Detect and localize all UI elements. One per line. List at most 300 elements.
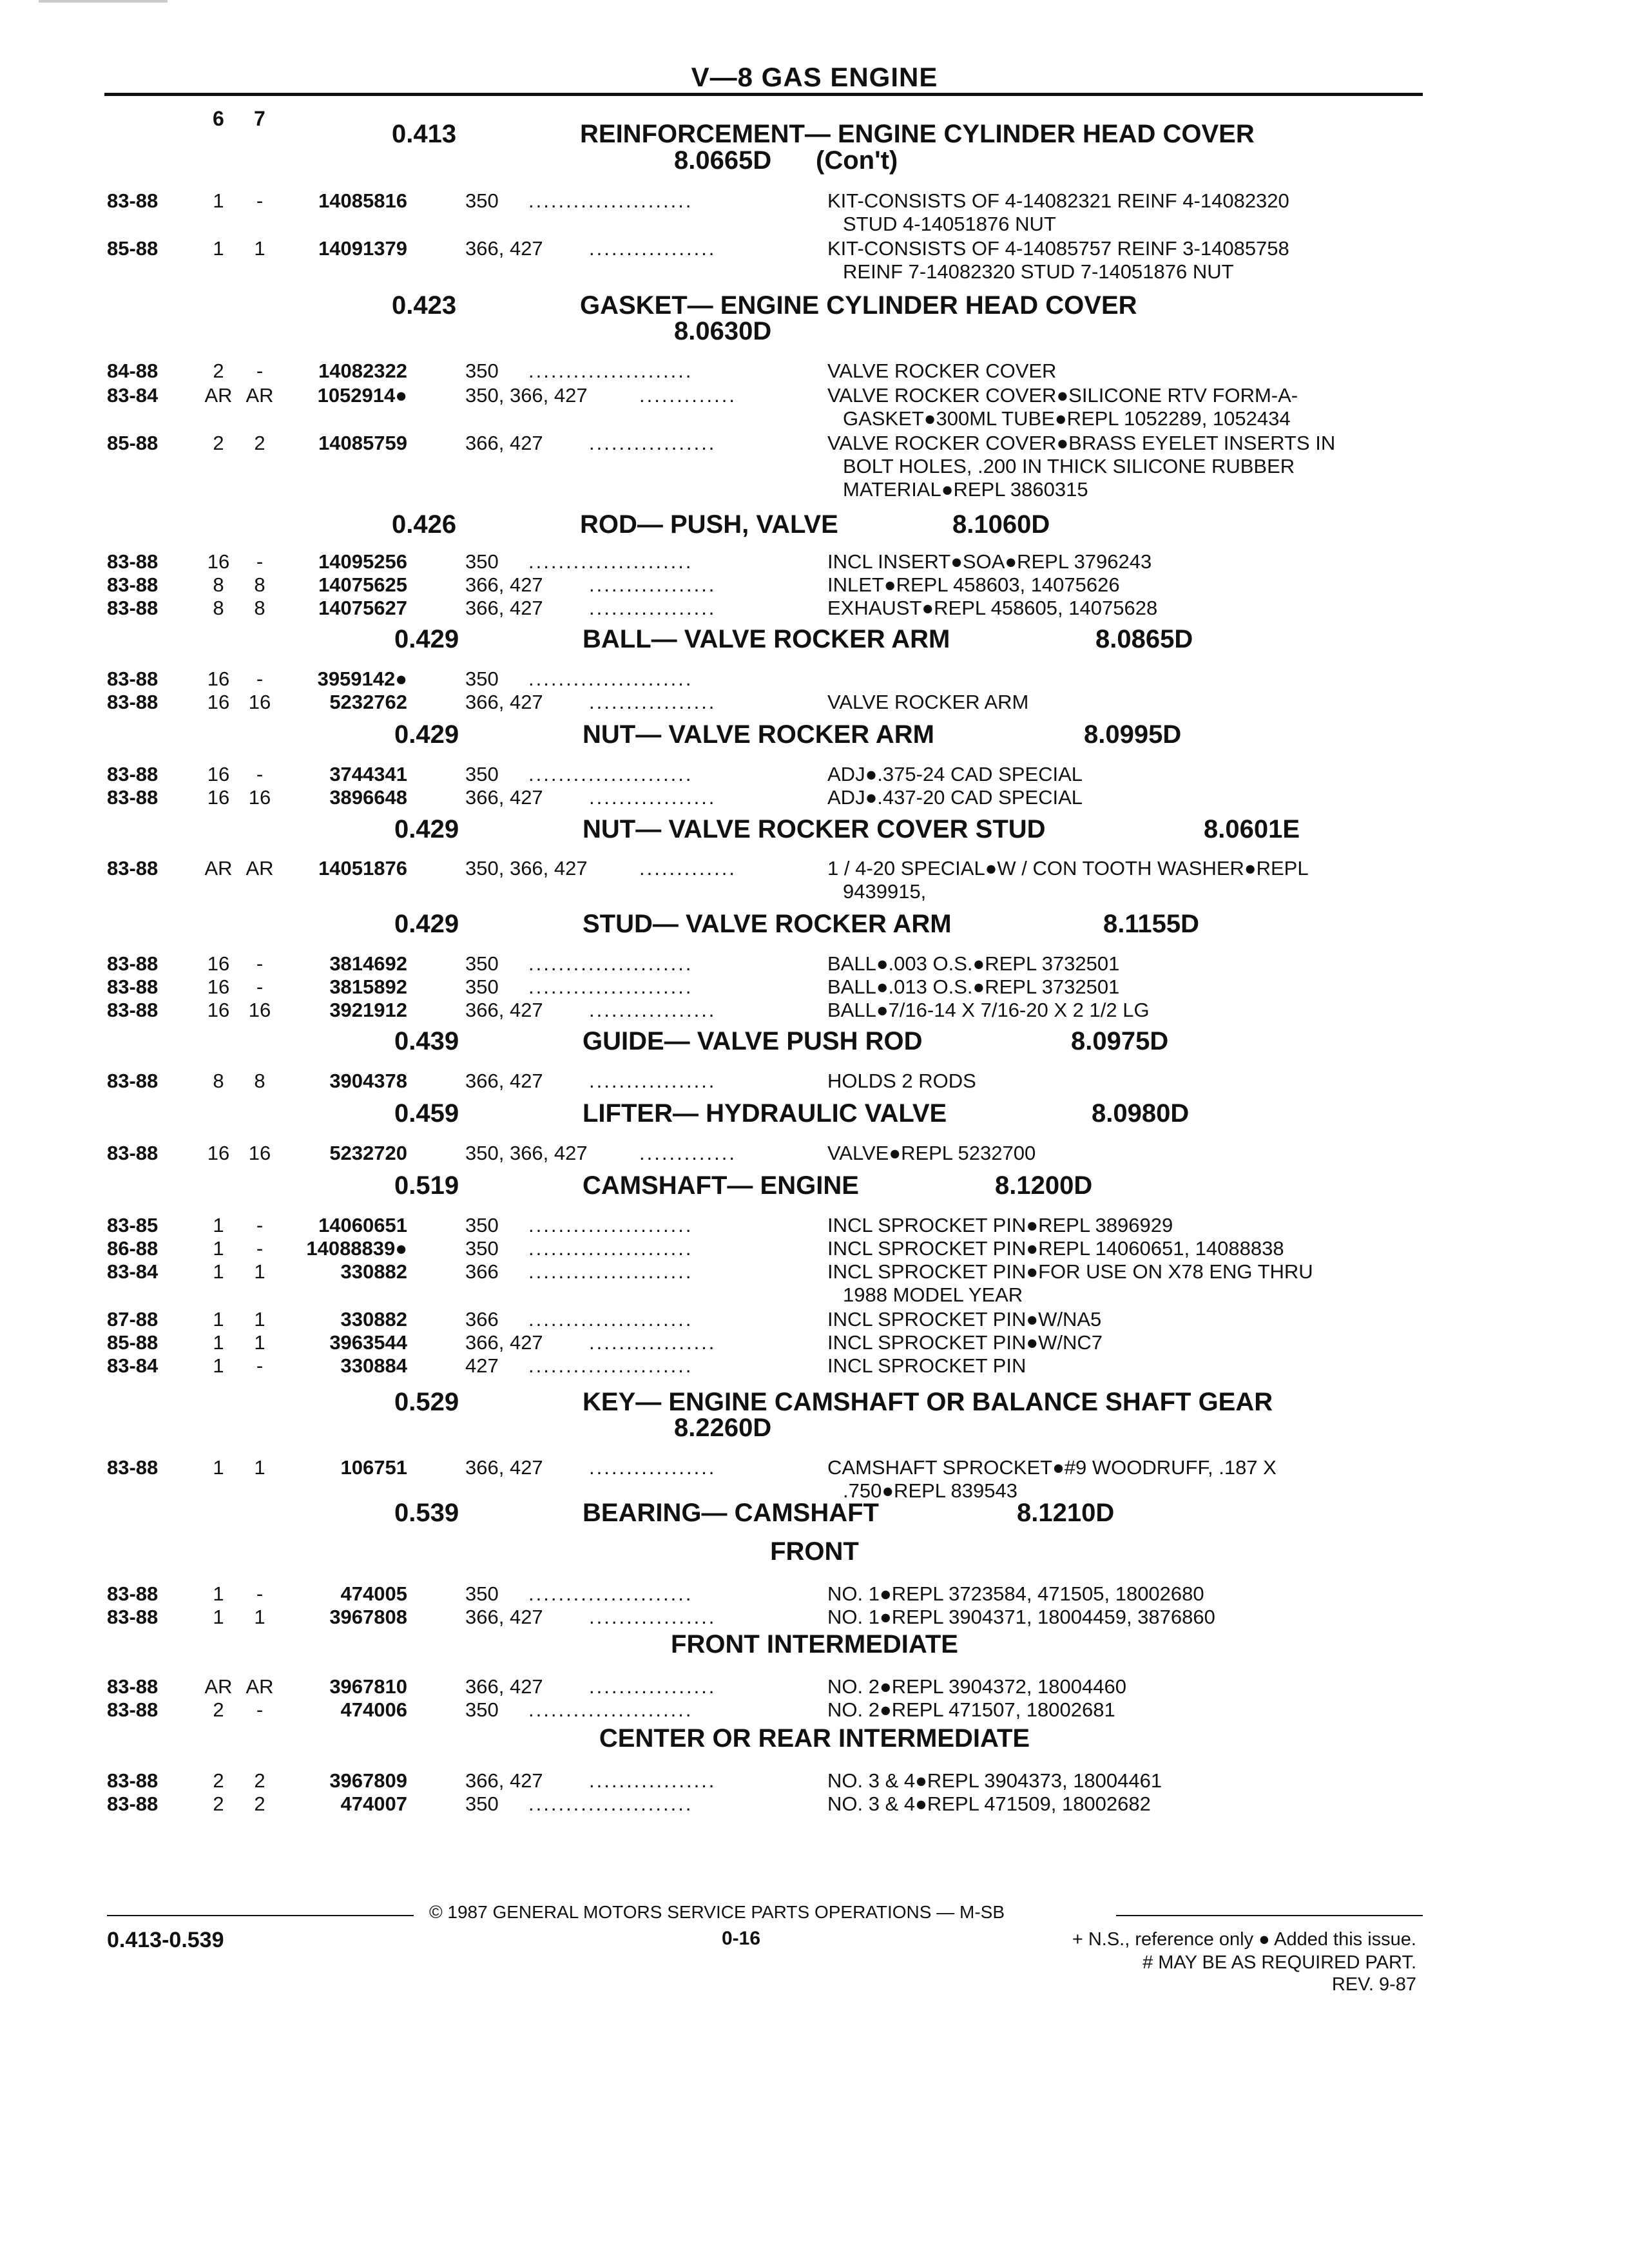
part-number: 474005 [340, 1582, 407, 1605]
qty-col-7: 1 [254, 237, 265, 260]
engine-sizes: 366, 427 [465, 786, 543, 809]
leader-dots: ................. [589, 1456, 717, 1479]
section-code: 8.1060D [952, 510, 1050, 539]
qty-col-6: 2 [213, 1792, 224, 1815]
leader-dots: ...................... [528, 1354, 693, 1377]
part-description: NO. 2●REPL 471507, 18002681 [827, 1698, 1115, 1721]
section-code: 8.1200D [995, 1171, 1093, 1200]
leader-dots: ................. [589, 786, 717, 809]
qty-col-7: - [256, 1582, 264, 1605]
part-row-continued [0, 455, 1629, 479]
qty-col-7: 2 [254, 432, 265, 454]
part-row [0, 975, 1629, 1000]
model-years: 83-88 [107, 999, 159, 1021]
section-number: 0.426 [392, 510, 457, 539]
part-row-continued [0, 1479, 1629, 1504]
model-years: 83-88 [107, 1582, 159, 1605]
part-description: VALVE ROCKER COVER●SILICONE RTV FORM-A- [827, 384, 1298, 407]
leader-dots: ................. [589, 237, 717, 260]
section-code: 8.0630D [674, 317, 772, 345]
qty-col-7: - [256, 975, 264, 998]
section-number: 0.429 [394, 720, 459, 749]
engine-sizes: 350 [465, 360, 499, 382]
qty-col-7: 2 [254, 1769, 265, 1792]
section-code: 8.2260D [674, 1414, 772, 1442]
part-description: INCL SPROCKET PIN●W/NA5 [827, 1308, 1102, 1331]
qty-col-6: 8 [213, 573, 224, 596]
leader-dots: ................. [589, 432, 717, 454]
model-years: 83-84 [107, 1354, 159, 1377]
qty-col-6: 16 [207, 952, 230, 975]
part-row [0, 668, 1629, 692]
part-row [0, 432, 1629, 456]
qty-col-6: 2 [213, 1769, 224, 1792]
qty-col-6: AR [204, 384, 233, 407]
section-number: 0.429 [394, 625, 459, 653]
qty-col-6: 1 [213, 1606, 224, 1628]
leader-dots: ...................... [528, 1792, 693, 1815]
part-description-continued: GASKET●300ML TUBE●REPL 1052289, 1052434 [843, 407, 1291, 430]
part-description: VALVE ROCKER COVER [827, 360, 1057, 382]
qty-col-6: 1 [213, 1456, 224, 1479]
leader-dots: ............. [639, 857, 737, 879]
model-years: 83-88 [107, 786, 159, 809]
part-number: 330882 [340, 1260, 407, 1283]
model-years: 83-88 [107, 1769, 159, 1792]
part-row [0, 1260, 1629, 1285]
section-number: 0.519 [394, 1171, 459, 1200]
part-row [0, 573, 1629, 598]
section-number: 0.539 [394, 1499, 459, 1527]
engine-sizes: 366, 427 [465, 597, 543, 619]
leader-dots: ...................... [528, 360, 693, 382]
engine-sizes: 350 [465, 952, 499, 975]
leader-dots: ................. [589, 1070, 717, 1092]
qty-col-6: 16 [207, 763, 230, 785]
model-years: 84-88 [107, 360, 159, 382]
part-description-continued: BOLT HOLES, .200 IN THICK SILICONE RUBBER [843, 455, 1295, 477]
part-number: 14075627 [318, 597, 407, 619]
qty-col-7: AR [246, 384, 274, 407]
qty-col-7: AR [246, 1675, 274, 1698]
part-description-continued: MATERIAL●REPL 3860315 [843, 478, 1088, 501]
model-years: 83-88 [107, 1698, 159, 1721]
qty-col-6: 16 [207, 999, 230, 1021]
model-years: 87-88 [107, 1308, 159, 1331]
model-years: 83-88 [107, 1675, 159, 1698]
engine-sizes: 366, 427 [465, 1675, 543, 1698]
engine-sizes: 366, 427 [465, 1606, 543, 1628]
part-description-continued: 9439915, [843, 880, 927, 903]
part-number: 3921912 [329, 999, 407, 1021]
part-description: ADJ●.375-24 CAD SPECIAL [827, 763, 1083, 785]
model-years: 83-88 [107, 1142, 159, 1164]
leader-dots: ...................... [528, 763, 693, 785]
footer-revision: REV. 9-87 [1331, 1974, 1416, 1995]
qty-col-6: 1 [213, 1354, 224, 1377]
section-number: 0.529 [394, 1388, 459, 1416]
leader-dots: ................. [589, 573, 717, 596]
part-number: 3904378 [329, 1070, 407, 1092]
part-row [0, 597, 1629, 621]
section-code: 8.1155D [1103, 910, 1200, 938]
leader-dots: ...................... [528, 189, 693, 212]
part-row [0, 786, 1629, 811]
model-years: 83-88 [107, 1792, 159, 1815]
part-number: 474006 [340, 1698, 407, 1721]
qty-col-7: 8 [254, 1070, 265, 1092]
model-years: 83-88 [107, 952, 159, 975]
qty-col-6: 1 [213, 1260, 224, 1283]
part-row [0, 1792, 1629, 1817]
qty-col-7: - [256, 1214, 264, 1236]
part-description: INLET●REPL 458603, 14075626 [827, 573, 1120, 596]
qty-col-6: 16 [207, 550, 230, 573]
leader-dots: ............. [639, 384, 737, 407]
footer-note-required: # MAY BE AS REQUIRED PART. [1142, 1952, 1416, 1973]
part-row [0, 1456, 1629, 1481]
qty-col-7: - [256, 763, 264, 785]
qty-col-7: - [256, 360, 264, 382]
qty-col-6: 8 [213, 597, 224, 619]
footer-rule-right [1116, 1915, 1423, 1916]
part-row [0, 857, 1629, 881]
qty-col-7: 1 [254, 1308, 265, 1331]
header-rule [104, 93, 1423, 96]
section-code: 8.0995D [1084, 720, 1182, 749]
section-number: 0.439 [394, 1027, 459, 1055]
qty-col-6: 8 [213, 1070, 224, 1092]
part-number: 3815892 [329, 975, 407, 998]
leader-dots: ...................... [528, 668, 693, 690]
section-number: 0.429 [394, 815, 459, 843]
model-years: 86-88 [107, 1237, 159, 1260]
part-number: 14091379 [318, 237, 407, 260]
part-number: 1052914● [317, 384, 407, 407]
leader-dots: ................. [589, 691, 717, 713]
part-row [0, 999, 1629, 1023]
leader-dots: ................. [589, 1675, 717, 1698]
qty-col-7: 2 [254, 1792, 265, 1815]
part-number: 5232762 [329, 691, 407, 713]
part-description: INCL INSERT●SOA●REPL 3796243 [827, 550, 1152, 573]
engine-sizes: 366, 427 [465, 1331, 543, 1354]
qty-col-7: - [256, 189, 264, 212]
footer-copyright: © 1987 GENERAL MOTORS SERVICE PARTS OPERATIONS — M-SB [429, 1902, 1005, 1922]
qty-col-6: AR [204, 1675, 233, 1698]
section-title: ROD— PUSH, VALVE [580, 510, 838, 539]
model-years: 83-88 [107, 573, 159, 596]
qty-col-7: - [256, 1698, 264, 1721]
model-years: 83-84 [107, 384, 159, 407]
section-title: STUD— VALVE ROCKER ARM [583, 910, 952, 938]
model-years: 83-88 [107, 763, 159, 785]
part-row [0, 1582, 1629, 1607]
part-number: 14085759 [318, 432, 407, 454]
column-header-6: 6 [213, 107, 224, 130]
engine-sizes: 350 [465, 975, 499, 998]
part-number: 14088839● [306, 1237, 407, 1260]
subheading-front-intermediate: FRONT INTERMEDIATE [671, 1630, 958, 1658]
part-description: VALVE ROCKER ARM [827, 691, 1029, 713]
section-number: 0.423 [392, 291, 457, 320]
model-years: 85-88 [107, 432, 159, 454]
part-row [0, 1070, 1629, 1094]
qty-col-6: 1 [213, 1214, 224, 1236]
section-title: GUIDE— VALVE PUSH ROD [583, 1027, 923, 1055]
part-number: 330884 [340, 1354, 407, 1377]
footer-note-reference: + N.S., reference only ● Added this issue. [1072, 1929, 1416, 1950]
engine-sizes: 350 [465, 189, 499, 212]
part-number: 14060651 [318, 1214, 407, 1236]
model-years: 83-88 [107, 691, 159, 713]
part-number: 106751 [340, 1456, 407, 1479]
part-description-continued: REINF 7-14082320 STUD 7-14051876 NUT [843, 260, 1234, 283]
part-number: 3967808 [329, 1606, 407, 1628]
part-row [0, 550, 1629, 575]
part-row [0, 1675, 1629, 1700]
part-description: NO. 3 & 4●REPL 3904373, 18004461 [827, 1769, 1162, 1792]
qty-col-7: - [256, 668, 264, 690]
leader-dots: ...................... [528, 1308, 693, 1331]
part-description: INCL SPROCKET PIN [827, 1354, 1027, 1377]
part-description: VALVE ROCKER COVER●BRASS EYELET INSERTS IN [827, 432, 1336, 454]
part-number: 3959142● [317, 668, 407, 690]
part-description: BALL●.003 O.S.●REPL 3732501 [827, 952, 1120, 975]
part-row [0, 952, 1629, 977]
section-title: KEY— ENGINE CAMSHAFT OR BALANCE SHAFT GEAR [583, 1388, 1273, 1416]
qty-col-6: 2 [213, 432, 224, 454]
engine-sizes: 366, 427 [465, 691, 543, 713]
part-description: INCL SPROCKET PIN●W/NC7 [827, 1331, 1103, 1354]
model-years: 85-88 [107, 237, 159, 260]
part-number: 3967810 [329, 1675, 407, 1698]
part-row [0, 1606, 1629, 1630]
qty-col-6: 16 [207, 786, 230, 809]
part-number: 14082322 [318, 360, 407, 382]
part-row-continued [0, 213, 1629, 237]
part-row-continued [0, 1283, 1629, 1308]
part-row [0, 1698, 1629, 1723]
section-title: REINFORCEMENT— ENGINE CYLINDER HEAD COVER [580, 120, 1255, 148]
qty-col-7: 16 [248, 691, 271, 713]
footer-rule-left [107, 1915, 414, 1916]
engine-sizes: 350 [465, 1792, 499, 1815]
qty-col-6: 16 [207, 1142, 230, 1164]
qty-col-7: 8 [254, 573, 265, 596]
engine-sizes: 366, 427 [465, 432, 543, 454]
engine-sizes: 350 [465, 1698, 499, 1721]
qty-col-7: - [256, 1354, 264, 1377]
leader-dots: ...................... [528, 952, 693, 975]
part-number: 3896648 [329, 786, 407, 809]
leader-dots: ...................... [528, 1260, 693, 1283]
leader-dots: ...................... [528, 975, 693, 998]
part-description: NO. 3 & 4●REPL 471509, 18002682 [827, 1792, 1151, 1815]
part-description: NO. 2●REPL 3904372, 18004460 [827, 1675, 1126, 1698]
section-title: NUT— VALVE ROCKER ARM [583, 720, 934, 749]
model-years: 83-88 [107, 189, 159, 212]
section-title: NUT— VALVE ROCKER COVER STUD [583, 815, 1046, 843]
part-number: 3744341 [329, 763, 407, 785]
part-row [0, 1142, 1629, 1166]
part-row [0, 237, 1629, 262]
subheading-center-rear-intermediate: CENTER OR REAR INTERMEDIATE [599, 1724, 1030, 1753]
engine-sizes: 366, 427 [465, 999, 543, 1021]
engine-sizes: 350 [465, 668, 499, 690]
qty-col-6: 2 [213, 360, 224, 382]
part-description: BALL●7/16-14 X 7/16-20 X 2 1/2 LG [827, 999, 1150, 1021]
footer-page-number: 0-16 [722, 1928, 761, 1949]
leader-dots: ............. [639, 1142, 737, 1164]
part-description: KIT-CONSISTS OF 4-14082321 REINF 4-14082320 [827, 189, 1289, 212]
part-description: KIT-CONSISTS OF 4-14085757 REINF 3-14085758 [827, 237, 1289, 260]
model-years: 83-88 [107, 1070, 159, 1092]
leader-dots: ...................... [528, 1237, 693, 1260]
qty-col-6: 2 [213, 1698, 224, 1721]
leader-dots: ................. [589, 1769, 717, 1792]
leader-dots: ................. [589, 597, 717, 619]
part-number: 14075625 [318, 573, 407, 596]
leader-dots: ...................... [528, 1698, 693, 1721]
model-years: 83-85 [107, 1214, 159, 1236]
engine-sizes: 350 [465, 1582, 499, 1605]
part-row [0, 1769, 1629, 1794]
section-title: GASKET— ENGINE CYLINDER HEAD COVER [580, 291, 1137, 320]
part-description: HOLDS 2 RODS [827, 1070, 976, 1092]
section-code: 8.0975D [1071, 1027, 1169, 1055]
engine-sizes: 366, 427 [465, 237, 543, 260]
part-description: EXHAUST●REPL 458605, 14075628 [827, 597, 1158, 619]
section-code: 8.0980D [1092, 1099, 1190, 1128]
leader-dots: ...................... [528, 550, 693, 573]
leader-dots: ................. [589, 1331, 717, 1354]
qty-col-7: AR [246, 857, 274, 879]
engine-sizes: 366 [465, 1308, 499, 1331]
qty-col-6: 1 [213, 237, 224, 260]
part-row [0, 1214, 1629, 1238]
leader-dots: ...................... [528, 1214, 693, 1236]
qty-col-7: 1 [254, 1260, 265, 1283]
section-code: 8.1210D [1017, 1499, 1115, 1527]
qty-col-6: 1 [213, 1237, 224, 1260]
part-number: 3963544 [329, 1331, 407, 1354]
part-row [0, 1331, 1629, 1356]
part-number: 5232720 [329, 1142, 407, 1164]
subheading-front: FRONT [770, 1537, 859, 1566]
model-years: 83-84 [107, 1260, 159, 1283]
part-row-continued [0, 478, 1629, 503]
part-description: INCL SPROCKET PIN●REPL 3896929 [827, 1214, 1173, 1236]
section-code: 8.0601E [1204, 815, 1300, 843]
qty-col-6: 16 [207, 668, 230, 690]
qty-col-6: 1 [213, 1308, 224, 1331]
part-description-continued: 1988 MODEL YEAR [843, 1283, 1023, 1306]
model-years: 83-88 [107, 1606, 159, 1628]
qty-col-7: 16 [248, 1142, 271, 1164]
section-title: BALL— VALVE ROCKER ARM [583, 625, 950, 653]
section-title: LIFTER— HYDRAULIC VALVE [583, 1099, 947, 1128]
engine-sizes: 350 [465, 763, 499, 785]
part-row [0, 1354, 1629, 1379]
section-number: 0.459 [394, 1099, 459, 1128]
engine-sizes: 366, 427 [465, 1769, 543, 1792]
qty-col-6: 16 [207, 691, 230, 713]
part-row [0, 360, 1629, 384]
part-description-continued: STUD 4-14051876 NUT [843, 213, 1056, 235]
engine-sizes: 427 [465, 1354, 499, 1377]
part-description: BALL●.013 O.S.●REPL 3732501 [827, 975, 1120, 998]
part-description: VALVE●REPL 5232700 [827, 1142, 1036, 1164]
qty-col-7: 1 [254, 1331, 265, 1354]
qty-col-6: AR [204, 857, 233, 879]
section-title: BEARING— CAMSHAFT [583, 1499, 879, 1527]
qty-col-7: 1 [254, 1606, 265, 1628]
column-header-7: 7 [254, 107, 265, 130]
part-row-continued [0, 407, 1629, 432]
model-years: 83-88 [107, 597, 159, 619]
model-years: 83-88 [107, 1456, 159, 1479]
qty-col-6: 16 [207, 975, 230, 998]
leader-dots: ................. [589, 999, 717, 1021]
engine-sizes: 350 [465, 1214, 499, 1236]
model-years: 85-88 [107, 1331, 159, 1354]
part-row [0, 763, 1629, 787]
qty-col-7: - [256, 550, 264, 573]
leader-dots: ................. [589, 1606, 717, 1628]
section-code: 8.0865D [1095, 625, 1193, 653]
engine-sizes: 366 [465, 1260, 499, 1283]
part-number: 3814692 [329, 952, 407, 975]
section-continued: (Con't) [816, 146, 898, 175]
page-title: V—8 GAS ENGINE [691, 62, 938, 92]
part-row-continued [0, 880, 1629, 905]
part-description: INCL SPROCKET PIN●FOR USE ON X78 ENG THRU [827, 1260, 1313, 1283]
part-number: 330882 [340, 1308, 407, 1331]
qty-col-7: 16 [248, 786, 271, 809]
part-number: 14051876 [318, 857, 407, 879]
qty-col-6: 1 [213, 189, 224, 212]
leader-dots: ...................... [528, 1582, 693, 1605]
engine-sizes: 366, 427 [465, 1070, 543, 1092]
section-number: 0.413 [392, 120, 457, 148]
part-row-continued [0, 260, 1629, 285]
part-row [0, 189, 1629, 214]
model-years: 83-88 [107, 550, 159, 573]
part-row [0, 691, 1629, 715]
qty-col-7: 1 [254, 1456, 265, 1479]
qty-col-7: 16 [248, 999, 271, 1021]
part-description: 1 / 4-20 SPECIAL●W / CON TOOTH WASHER●REPL [827, 857, 1309, 879]
engine-sizes: 366, 427 [465, 573, 543, 596]
engine-sizes: 350 [465, 1237, 499, 1260]
part-number: 14085816 [318, 189, 407, 212]
part-description: NO. 1●REPL 3904371, 18004459, 3876860 [827, 1606, 1215, 1628]
qty-col-7: - [256, 952, 264, 975]
model-years: 83-88 [107, 857, 159, 879]
scan-mark [39, 0, 168, 3]
section-number: 0.429 [394, 910, 459, 938]
part-number: 3967809 [329, 1769, 407, 1792]
footer-page-range: 0.413-0.539 [107, 1928, 224, 1952]
qty-col-7: - [256, 1237, 264, 1260]
qty-col-6: 1 [213, 1331, 224, 1354]
engine-sizes: 350, 366, 427 [465, 384, 588, 407]
part-description: CAMSHAFT SPROCKET●#9 WOODRUFF, .187 X [827, 1456, 1277, 1479]
part-row [0, 384, 1629, 408]
qty-col-6: 1 [213, 1582, 224, 1605]
part-description: ADJ●.437-20 CAD SPECIAL [827, 786, 1083, 809]
